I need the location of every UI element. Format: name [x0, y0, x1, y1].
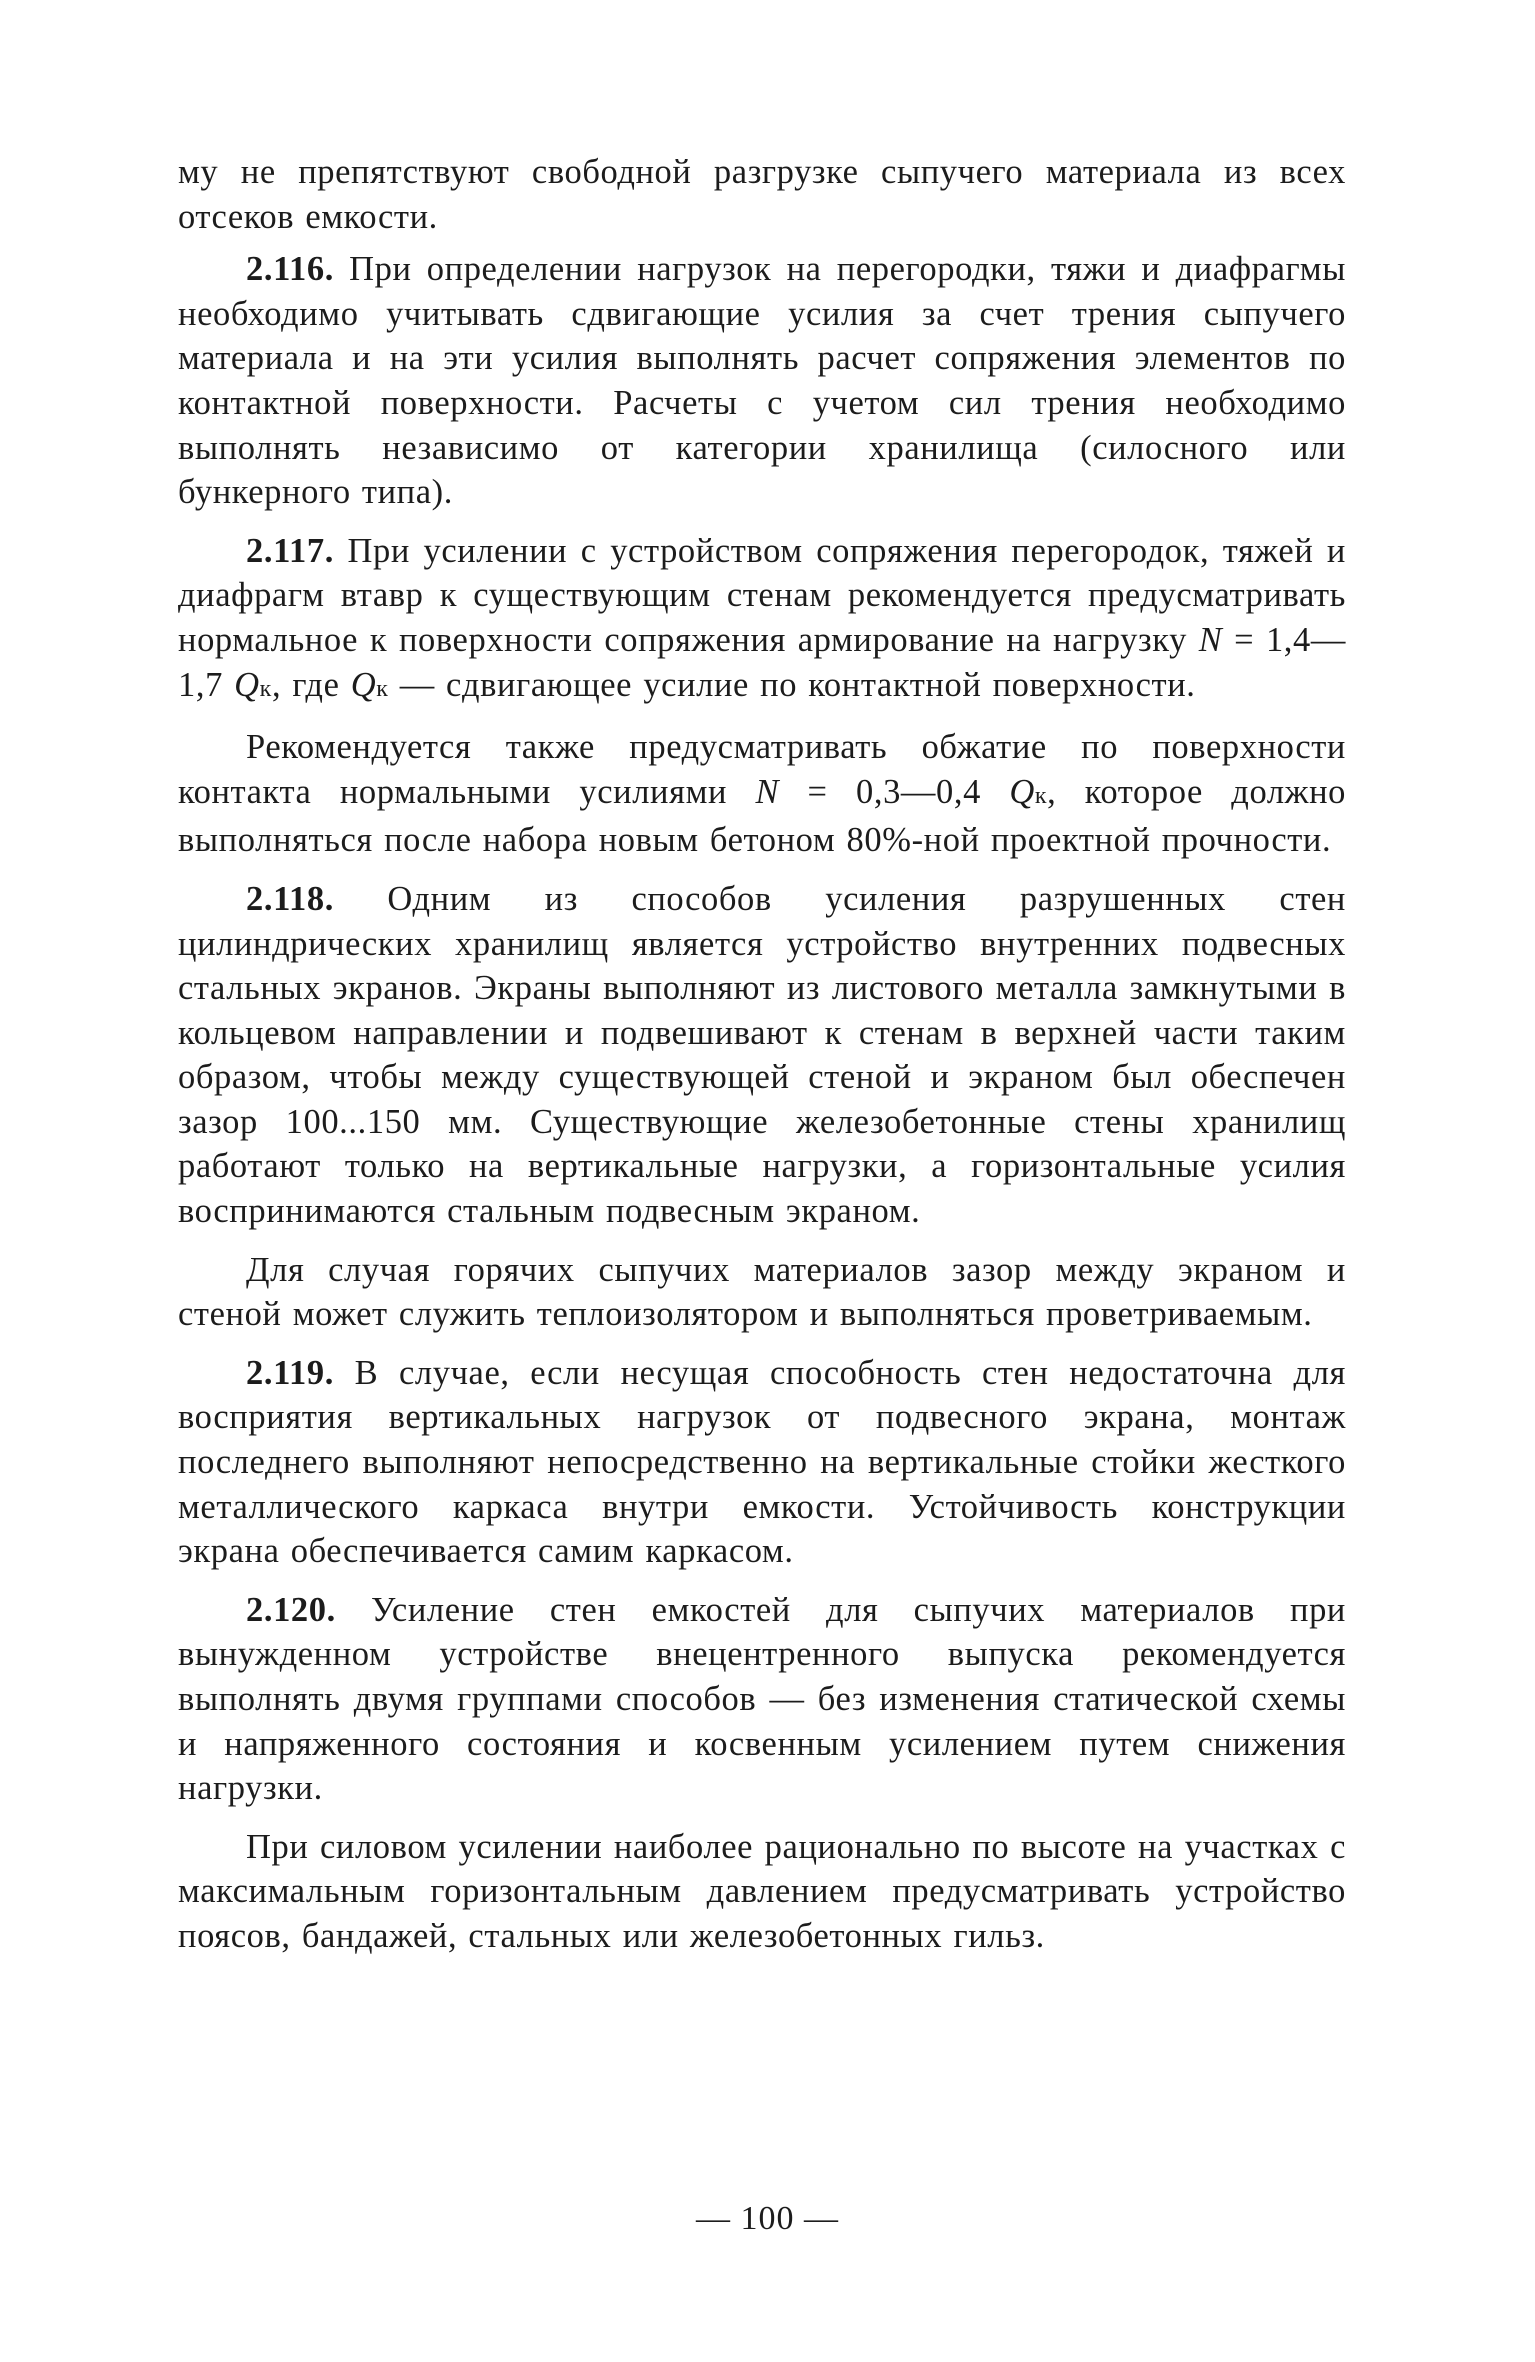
formula-symbol: Q — [350, 665, 377, 704]
paragraph-text: му не препятствуют свободной разгрузке сыпучего материала из всех отсеков емкости. — [178, 153, 1346, 236]
paragraph-text: При определении нагрузок на перегородки, тяжи и диафрагмы необходимо учитывать сдвигающие усилия за счет трения сыпучего материала и на эти усилия выполнять расчет сопряжения элементов по контактной поверхности. Расчеты с учетом сил трения необходимо выполнять независимо от категории хранилища (силосного или бункерного типа). — [178, 250, 1346, 512]
paragraph-2-118 — [178, 877, 1346, 1234]
paragraph-text: , которое должно выполняться после набора новым бетоном 80%-ной проектной прочности. — [178, 772, 1347, 860]
paragraph-recommendation — [178, 725, 1346, 863]
section-number: 2.116. — [246, 250, 334, 289]
paragraph-text: В случае, если несущая способность стен недостаточна для восприятия вертикальных нагрузок от подвесного экрана, монтаж последнего выполняют непосредственно на вертикальные стойки жесткого металлического каркаса внутри емкости. Устойчивость конструкции экрана обеспечивается самим каркасом. — [178, 1353, 1346, 1571]
paragraph-2-120 — [178, 1588, 1346, 1811]
paragraph-text: Для случая горячих сыпучих материалов зазор между экраном и стеной может служить теплоизолятором и выполняться проветриваемым. — [178, 1250, 1346, 1334]
paragraph-text: Рекомендуется также предусматривать обжатие по поверхности контакта нормальными усилиями — [178, 728, 1346, 811]
paragraph-2-119 — [178, 1351, 1346, 1574]
formula-symbol: N — [1198, 620, 1223, 659]
section-number: 2.120. — [246, 1590, 336, 1629]
paragraph-force-strengthening — [178, 1825, 1346, 1959]
paragraph-2-117 — [178, 529, 1346, 711]
paragraph-text: При силовом усилении наиболее рационально по высоте на участках с максимальным горизонтальным давлением предусматривать устройство поясов, бандажей, стальных или железобетонных гильз. — [178, 1827, 1346, 1955]
section-number: 2.117. — [246, 531, 334, 570]
section-number: 2.118. — [246, 879, 334, 918]
formula-symbol: Q — [1009, 772, 1035, 811]
formula-subscript: к — [1034, 782, 1048, 809]
paragraph-text: Одним из способов усиления разрушенных стен цилиндрических хранилищ является устройство внутренних подвесных стальных экранов. Экраны выполняют из листового металла замкнутыми в кольцевом направлении и подвешивают к стенам в верхней части таким образом, чтобы между существующей стеной и экраном был обеспечен зазор 100...150 мм. Существующие железобетонные стены хранилищ работают только на вертикальные нагрузки, а горизонтальные усилия воспринимаются стальным подвесным экраном. — [178, 879, 1346, 1231]
paragraph-text: , где — [271, 665, 351, 704]
formula-text: = 1,4—1,7 — [178, 620, 1346, 704]
section-number: 2.119. — [246, 1353, 334, 1392]
page-number: — 100 — — [696, 2200, 839, 2237]
page-body — [178, 150, 1346, 1959]
paragraph-2-116 — [178, 247, 1346, 515]
paragraph-text: Усиление стен емкостей для сыпучих материалов при вынужденном устройстве внецентренного выпуска рекомендуется выполнять двумя группами способов — без изменения статической схемы и напряженного состояния и косвенным усилением путем снижения нагрузки. — [178, 1590, 1346, 1808]
formula-subscript: к — [376, 675, 389, 702]
paragraph-hot-materials — [178, 1248, 1346, 1337]
paragraph-text: — сдвигающее усилие по контактной поверхности. — [388, 665, 1196, 704]
formula-subscript: к — [259, 675, 272, 702]
formula-symbol: Q — [234, 665, 260, 704]
paragraph-continuation — [178, 150, 1346, 239]
formula-text: = 0,3—0,4 — [779, 772, 1010, 811]
formula-symbol: N — [755, 772, 780, 811]
paragraph-text: При усилении с устройством сопряжения перегородок, тяжей и диафрагм втавр к существующим стенам рекомендуется предусматривать нормальное к поверхности сопряжения армирование на нагрузку — [178, 531, 1346, 659]
